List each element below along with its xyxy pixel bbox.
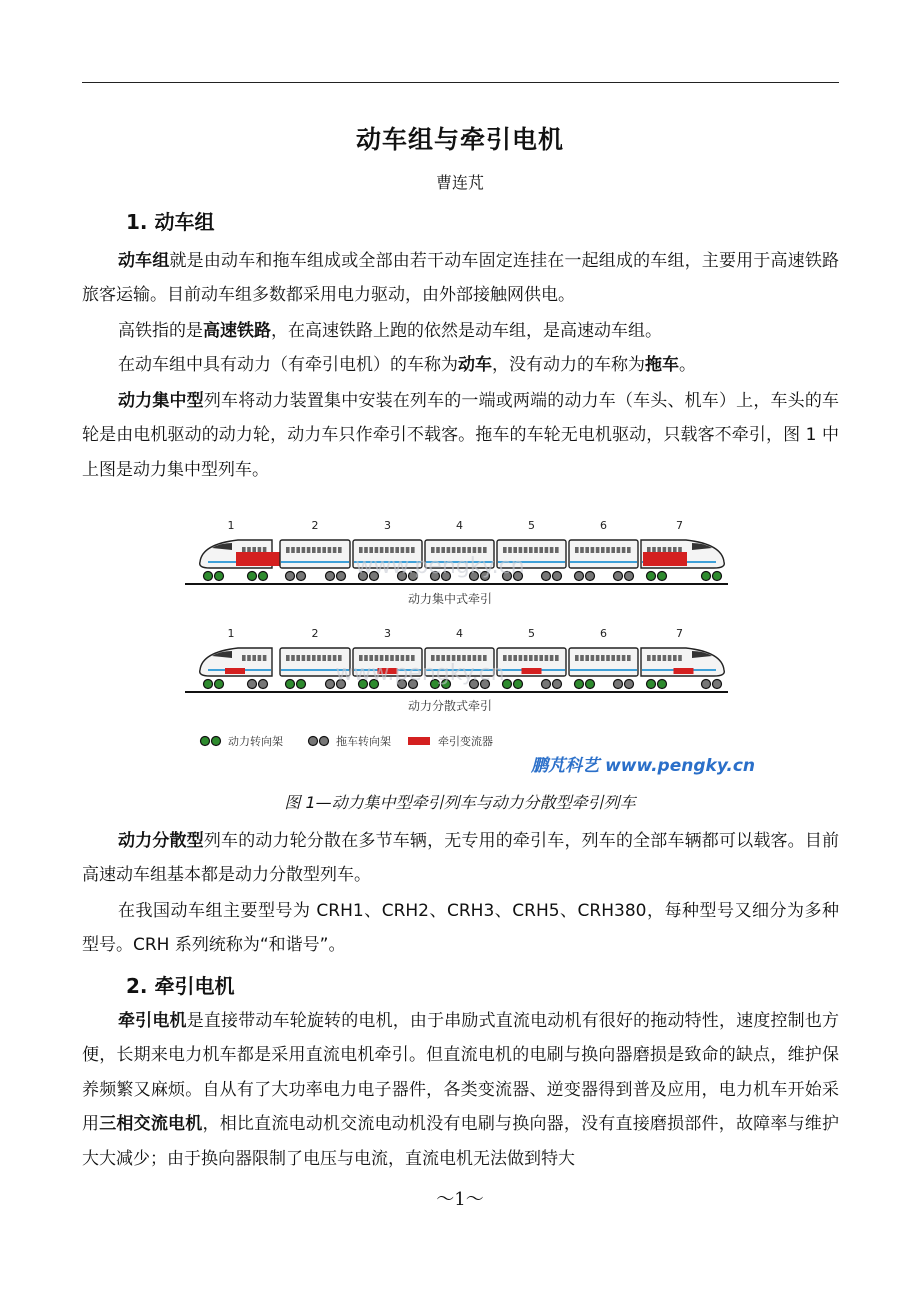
window (627, 655, 631, 661)
traction-converter (522, 668, 542, 674)
car-number: 6 (600, 627, 607, 640)
window (302, 655, 306, 661)
powered-wheel (575, 680, 584, 689)
header-rule (82, 82, 839, 83)
trailer-wheel (713, 680, 722, 689)
bold-term: 拖车 (645, 355, 679, 375)
window (478, 547, 482, 553)
legend-powered-label: 动力转向架 (228, 735, 283, 748)
section-1-heading: 1. 动车组 (126, 210, 215, 234)
window (473, 547, 477, 553)
window (375, 547, 379, 553)
window (529, 547, 533, 553)
window (247, 655, 251, 661)
window (529, 655, 533, 661)
window (452, 547, 456, 553)
window (401, 547, 405, 553)
legend-converter (408, 734, 493, 748)
train-diagram-svg (180, 508, 760, 783)
window (333, 547, 337, 553)
window (555, 655, 559, 661)
window (291, 547, 295, 553)
window (611, 547, 615, 553)
window (575, 547, 579, 553)
window (550, 655, 554, 661)
window (462, 547, 466, 553)
powered-wheel (259, 572, 268, 581)
paragraph-motor-trailer: 在动车组中具有动力（有牵引电机）的车称为动车，没有动力的车称为拖车。 (118, 355, 696, 375)
window (678, 655, 682, 661)
paragraph-distributed-power: 动力分散型列车的动力轮分散在多节车辆，无专用的牵引车，列车的全部车辆都可以载客。目前高速动车组基本都是动力分散型列车。 (82, 831, 840, 886)
powered-wheel (586, 680, 595, 689)
window (545, 547, 549, 553)
window (307, 655, 311, 661)
paragraph-traction-motor: 牵引电机是直接带动车轮旋转的电机，由于串励式直流电动机有很好的拖动特性，速度控制也方便，长期来电力机车都是采用直流电机牵引。但直流电机的电刷与换向器磨损是致命的缺点，维护保养频繁又麻烦。自从有了大功率电力电子器件，各类变流器、逆变器得到普及应用，电力机车开始采用三相交流电机，相比直流电动机交流电动机没有电刷与换向器，没有直接磨损部件，故障率与维护大大减少；由于换向器限制了电压与电流，直流电机无法做到特大 (82, 1011, 840, 1169)
window (307, 547, 311, 553)
window (539, 655, 543, 661)
window (668, 655, 672, 661)
window (447, 547, 451, 553)
window (611, 655, 615, 661)
window (322, 547, 326, 553)
window (534, 655, 538, 661)
window (441, 547, 445, 553)
car-number: 3 (384, 519, 391, 532)
powered-wheel (647, 680, 656, 689)
car-body (569, 540, 638, 568)
window (338, 547, 342, 553)
window (591, 547, 595, 553)
window (601, 655, 605, 661)
car-number: 5 (528, 519, 535, 532)
traction-converter (643, 552, 687, 566)
car-number: 3 (384, 627, 391, 640)
window (242, 655, 246, 661)
window (252, 655, 256, 661)
window (431, 547, 435, 553)
car-number: 6 (600, 519, 607, 532)
car-number: 2 (311, 519, 319, 532)
paragraph-concentrated-power: 动力集中型列车将动力装置集中安装在列车的一端或两端的动力车（车头、机车）上，车头的车轮是由电机驱动的动力轮，动力车只作牵引不载客。拖车的车轮无电机驱动，只载客不牵引，图 1 中上图是动力集中型列车。 (82, 391, 840, 480)
car-number: 7 (676, 519, 683, 532)
window (508, 655, 512, 661)
window (312, 655, 316, 661)
window (302, 547, 306, 553)
car-number: 1 (227, 519, 235, 532)
window (317, 547, 321, 553)
window (503, 547, 507, 553)
car-number: 5 (528, 627, 535, 640)
window (550, 547, 554, 553)
window (390, 547, 394, 553)
window (436, 547, 440, 553)
powered-wheel (713, 572, 722, 581)
legend-converter-swatch (408, 737, 430, 745)
trailer-wheel (326, 572, 335, 581)
document-title: 动车组与牵引电机 (355, 125, 564, 154)
window (601, 547, 605, 553)
trailer-wheel (575, 572, 584, 581)
car-body (280, 540, 350, 568)
car-number: 2 (311, 627, 319, 640)
window (312, 547, 316, 553)
window (539, 547, 543, 553)
figure-train-diagram (180, 508, 760, 783)
trailer-wheel (542, 572, 551, 581)
legend-powered-bogie (201, 734, 284, 748)
window (467, 547, 471, 553)
window (622, 655, 626, 661)
window (291, 655, 295, 661)
trailer-wheel (542, 680, 551, 689)
powered-wheel (514, 680, 523, 689)
powered-wheel (215, 572, 224, 581)
trailer-wheel (553, 572, 562, 581)
window (322, 655, 326, 661)
trailer-wheel (326, 680, 335, 689)
window (359, 547, 363, 553)
window (457, 547, 461, 553)
paragraph-emu-definition: 动车组就是由动车和拖车组成或全部由若干动车固定连挂在一起组成的车组，主要用于高速铁路旅客运输。目前动车组多数都采用电力驱动，由外部接触网供电。 (82, 251, 840, 306)
bold-term: 牵引电机 (118, 1011, 187, 1031)
bold-term: 动力集中型 (118, 391, 204, 411)
window (673, 655, 677, 661)
trailer-wheel (625, 680, 634, 689)
window (317, 655, 321, 661)
window (519, 655, 523, 661)
powered-wheel (297, 680, 306, 689)
window (617, 655, 621, 661)
car-number: 4 (456, 519, 463, 532)
window (596, 655, 600, 661)
powered-wheel (286, 680, 295, 689)
window (580, 547, 584, 553)
author: 曹连芃 (435, 173, 484, 192)
legend-trailer-wheel (309, 737, 318, 746)
window (513, 547, 517, 553)
trailer-wheel (248, 680, 257, 689)
legend-trailer-wheel (320, 737, 329, 746)
section-2-heading: 2. 牵引电机 (126, 974, 235, 998)
window (622, 547, 626, 553)
traction-converter (225, 668, 245, 674)
legend-powered-wheel (201, 737, 210, 746)
window (380, 547, 384, 553)
powered-wheel (658, 572, 667, 581)
trailer-wheel (297, 572, 306, 581)
window (369, 547, 373, 553)
window (591, 655, 595, 661)
legend-converter-label: 牵引变流器 (438, 735, 493, 748)
window (545, 655, 549, 661)
trailer-wheel (259, 680, 268, 689)
window (585, 655, 589, 661)
window (524, 547, 528, 553)
window (647, 655, 651, 661)
car-number: 4 (456, 627, 463, 640)
window (483, 547, 487, 553)
window (524, 655, 528, 661)
window (513, 655, 517, 661)
car-number: 7 (676, 627, 683, 640)
window (534, 547, 538, 553)
window (286, 655, 290, 661)
trailer-wheel (586, 572, 595, 581)
figure-caption: 图 1—动力集中型牵引列车与动力分散型牵引列车 (284, 793, 636, 812)
window (652, 655, 656, 661)
label-distributed: 动力分散式牵引 (407, 699, 493, 713)
trailer-wheel (625, 572, 634, 581)
window (508, 547, 512, 553)
page-number: ～1～ (436, 1189, 484, 1210)
paragraph-crh-models: 在我国动车组主要型号为 CRH1、CRH2、CRH3、CRH5、CRH380，每种型号又细分为多种型号。CRH 系列统称为“和谐号”。 (82, 901, 839, 956)
window (395, 547, 399, 553)
car-body (569, 648, 638, 676)
window (627, 547, 631, 553)
window (606, 547, 610, 553)
window (385, 547, 389, 553)
traction-converter (236, 552, 280, 566)
bold-term: 三相交流电机 (99, 1114, 203, 1135)
window (617, 547, 621, 553)
powered-wheel (702, 572, 711, 581)
brand-watermark: 鹏芃科艺 www.pengky.cn (531, 756, 755, 776)
window (406, 547, 410, 553)
powered-wheel (204, 572, 213, 581)
legend-trailer-label: 拖车转向架 (336, 735, 391, 748)
window (328, 547, 332, 553)
bold-term: 动车 (458, 355, 492, 375)
trailer-wheel (702, 680, 711, 689)
paragraph-high-speed-rail: 高铁指的是高速铁路，在高速铁路上跑的依然是动车组，是高速动车组。 (118, 321, 662, 341)
trailer-wheel (614, 572, 623, 581)
powered-wheel (647, 572, 656, 581)
powered-wheel (215, 680, 224, 689)
window (296, 547, 300, 553)
trailer-wheel (553, 680, 562, 689)
powered-wheel (248, 572, 257, 581)
label-concentrated: 动力集中式牵引 (407, 592, 493, 606)
window (296, 655, 300, 661)
bold-term: 高速铁路 (203, 321, 271, 341)
window (286, 547, 290, 553)
traction-converter (674, 668, 694, 674)
trailer-wheel (614, 680, 623, 689)
legend-powered-wheel (212, 737, 221, 746)
trailer-wheel (286, 572, 295, 581)
window (519, 547, 523, 553)
bold-term: 动力分散型 (118, 831, 204, 851)
window (575, 655, 579, 661)
window (596, 547, 600, 553)
car-number: 1 (227, 627, 235, 640)
powered-wheel (658, 680, 667, 689)
watermark-upper: www.pengky.cn (355, 554, 525, 579)
legend-trailer-bogie (309, 734, 392, 748)
powered-wheel (204, 680, 213, 689)
window (258, 655, 262, 661)
trailer-wheel (337, 572, 346, 581)
window (663, 655, 667, 661)
window (364, 547, 368, 553)
bold-term: 动车组 (118, 251, 170, 271)
window (555, 547, 559, 553)
window (411, 547, 415, 553)
window (580, 655, 584, 661)
window (263, 655, 267, 661)
window (328, 655, 332, 661)
window (585, 547, 589, 553)
window (657, 655, 661, 661)
window (606, 655, 610, 661)
watermark-lower: www.pengky.cn (335, 661, 505, 686)
